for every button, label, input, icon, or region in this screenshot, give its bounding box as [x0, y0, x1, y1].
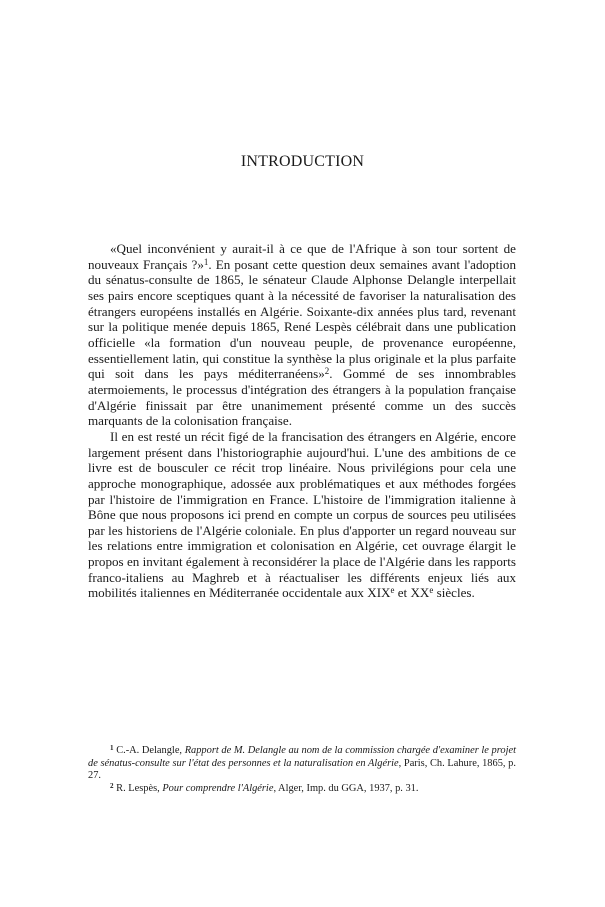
opening-quote: «Quel inconvénient y aurait-il à ce que de l'Afrique à son tour sortent de nouveaux Français ?» [88, 241, 516, 272]
footnote-2-author: R. Lespès, [116, 783, 163, 795]
century-19-suffix: e [390, 585, 395, 596]
century-joiner: et [394, 585, 411, 601]
body-text [88, 241, 516, 601]
footnote-2-title: Pour comprendre l'Algérie [162, 783, 274, 795]
paragraph-2-text: Il en est resté un récit figé de la francisation des étrangers en Algérie, encore largement présent dans l'historiographie aujourd'hui. L'une des ambitions de ce livre est de bousculer ce récit trop linéaire. Nous privilégions pour cela une approche monographique, adossée aux problématiques et aux méthodes forgées par l'histoire de l'immigration en France. L'histoire de l'immigration italienne à Bône que nous proposons ici prend en compte un corpus de sources peu utilisées par les historiens de l'Algérie coloniale. En plus d'apporter un regard nouveau sur les relations entre immigration et colonisation en Algérie, cet ouvrage élargit le propos en invitant également à reconsidérer la place de l'Algérie dans les rapports franco-italiens au Maghreb et à réactualiser les différents enjeux liés aux mobilités italiennes en Méditerranée occidentale aux [88, 428, 516, 601]
footnote-2-number: 2 [110, 781, 114, 790]
footnote-1 [88, 745, 516, 783]
paragraph-1-text-b: . Gommé de ses innombrables atermoiements, le processus d'intégration des étrangers à la population française d'Algérie finissait par être unanimement présenté comme un des succès marquants de la colonisation française. [88, 366, 516, 429]
footnote-1-title: Rapport de M. Delangle au nom de la commission chargée d'examiner le projet de sénatus-consulte sur l'état des personnes et la naturalisation en Algérie [88, 745, 516, 769]
century-19: XIX [367, 585, 391, 601]
footnote-1-number: 1 [110, 743, 114, 752]
footnote-1-author: C.-A. Delangle, [116, 745, 185, 756]
century-20: XX [410, 585, 430, 601]
paragraph-1-text-a: . En posant cette question deux semaines avant l'adoption du sénatus-consulte de 1865, le sénateur Claude Alphonse Delangle interpellait ses pairs encore sceptiques quant à la nécessité de favoriser la naturalisation des étrangers européens installés en Algérie. Soixante-dix années plus tard, revenant sur la politique menée depuis 1865, René Lespès célébrait dans une publication officielle «la formation d'un nouveau peuple, de provenance européenne, essentiellement latin, qui constitue la synthèse la plus originale et la plus parfaite qui soit dans les pays méditerranéens» [88, 256, 516, 382]
footnote-2-details: , Alger, Imp. du GGA, 1937, p. 31. [273, 783, 419, 795]
footnote-ref-2[interactable]: 2 [324, 366, 330, 377]
paragraph-2 [88, 429, 516, 601]
century-20-suffix: e [429, 585, 434, 596]
paragraph-1 [88, 241, 516, 429]
footnote-1-details: , Paris, Ch. Lahure, 1865, p. 27. [88, 757, 516, 782]
paragraph-2-ending: siècles. [433, 585, 475, 601]
footnote-2 [88, 783, 516, 796]
footnote-ref-1[interactable]: 1 [203, 256, 209, 267]
chapter-title: INTRODUCTION [240, 153, 365, 170]
footnotes [88, 745, 516, 796]
